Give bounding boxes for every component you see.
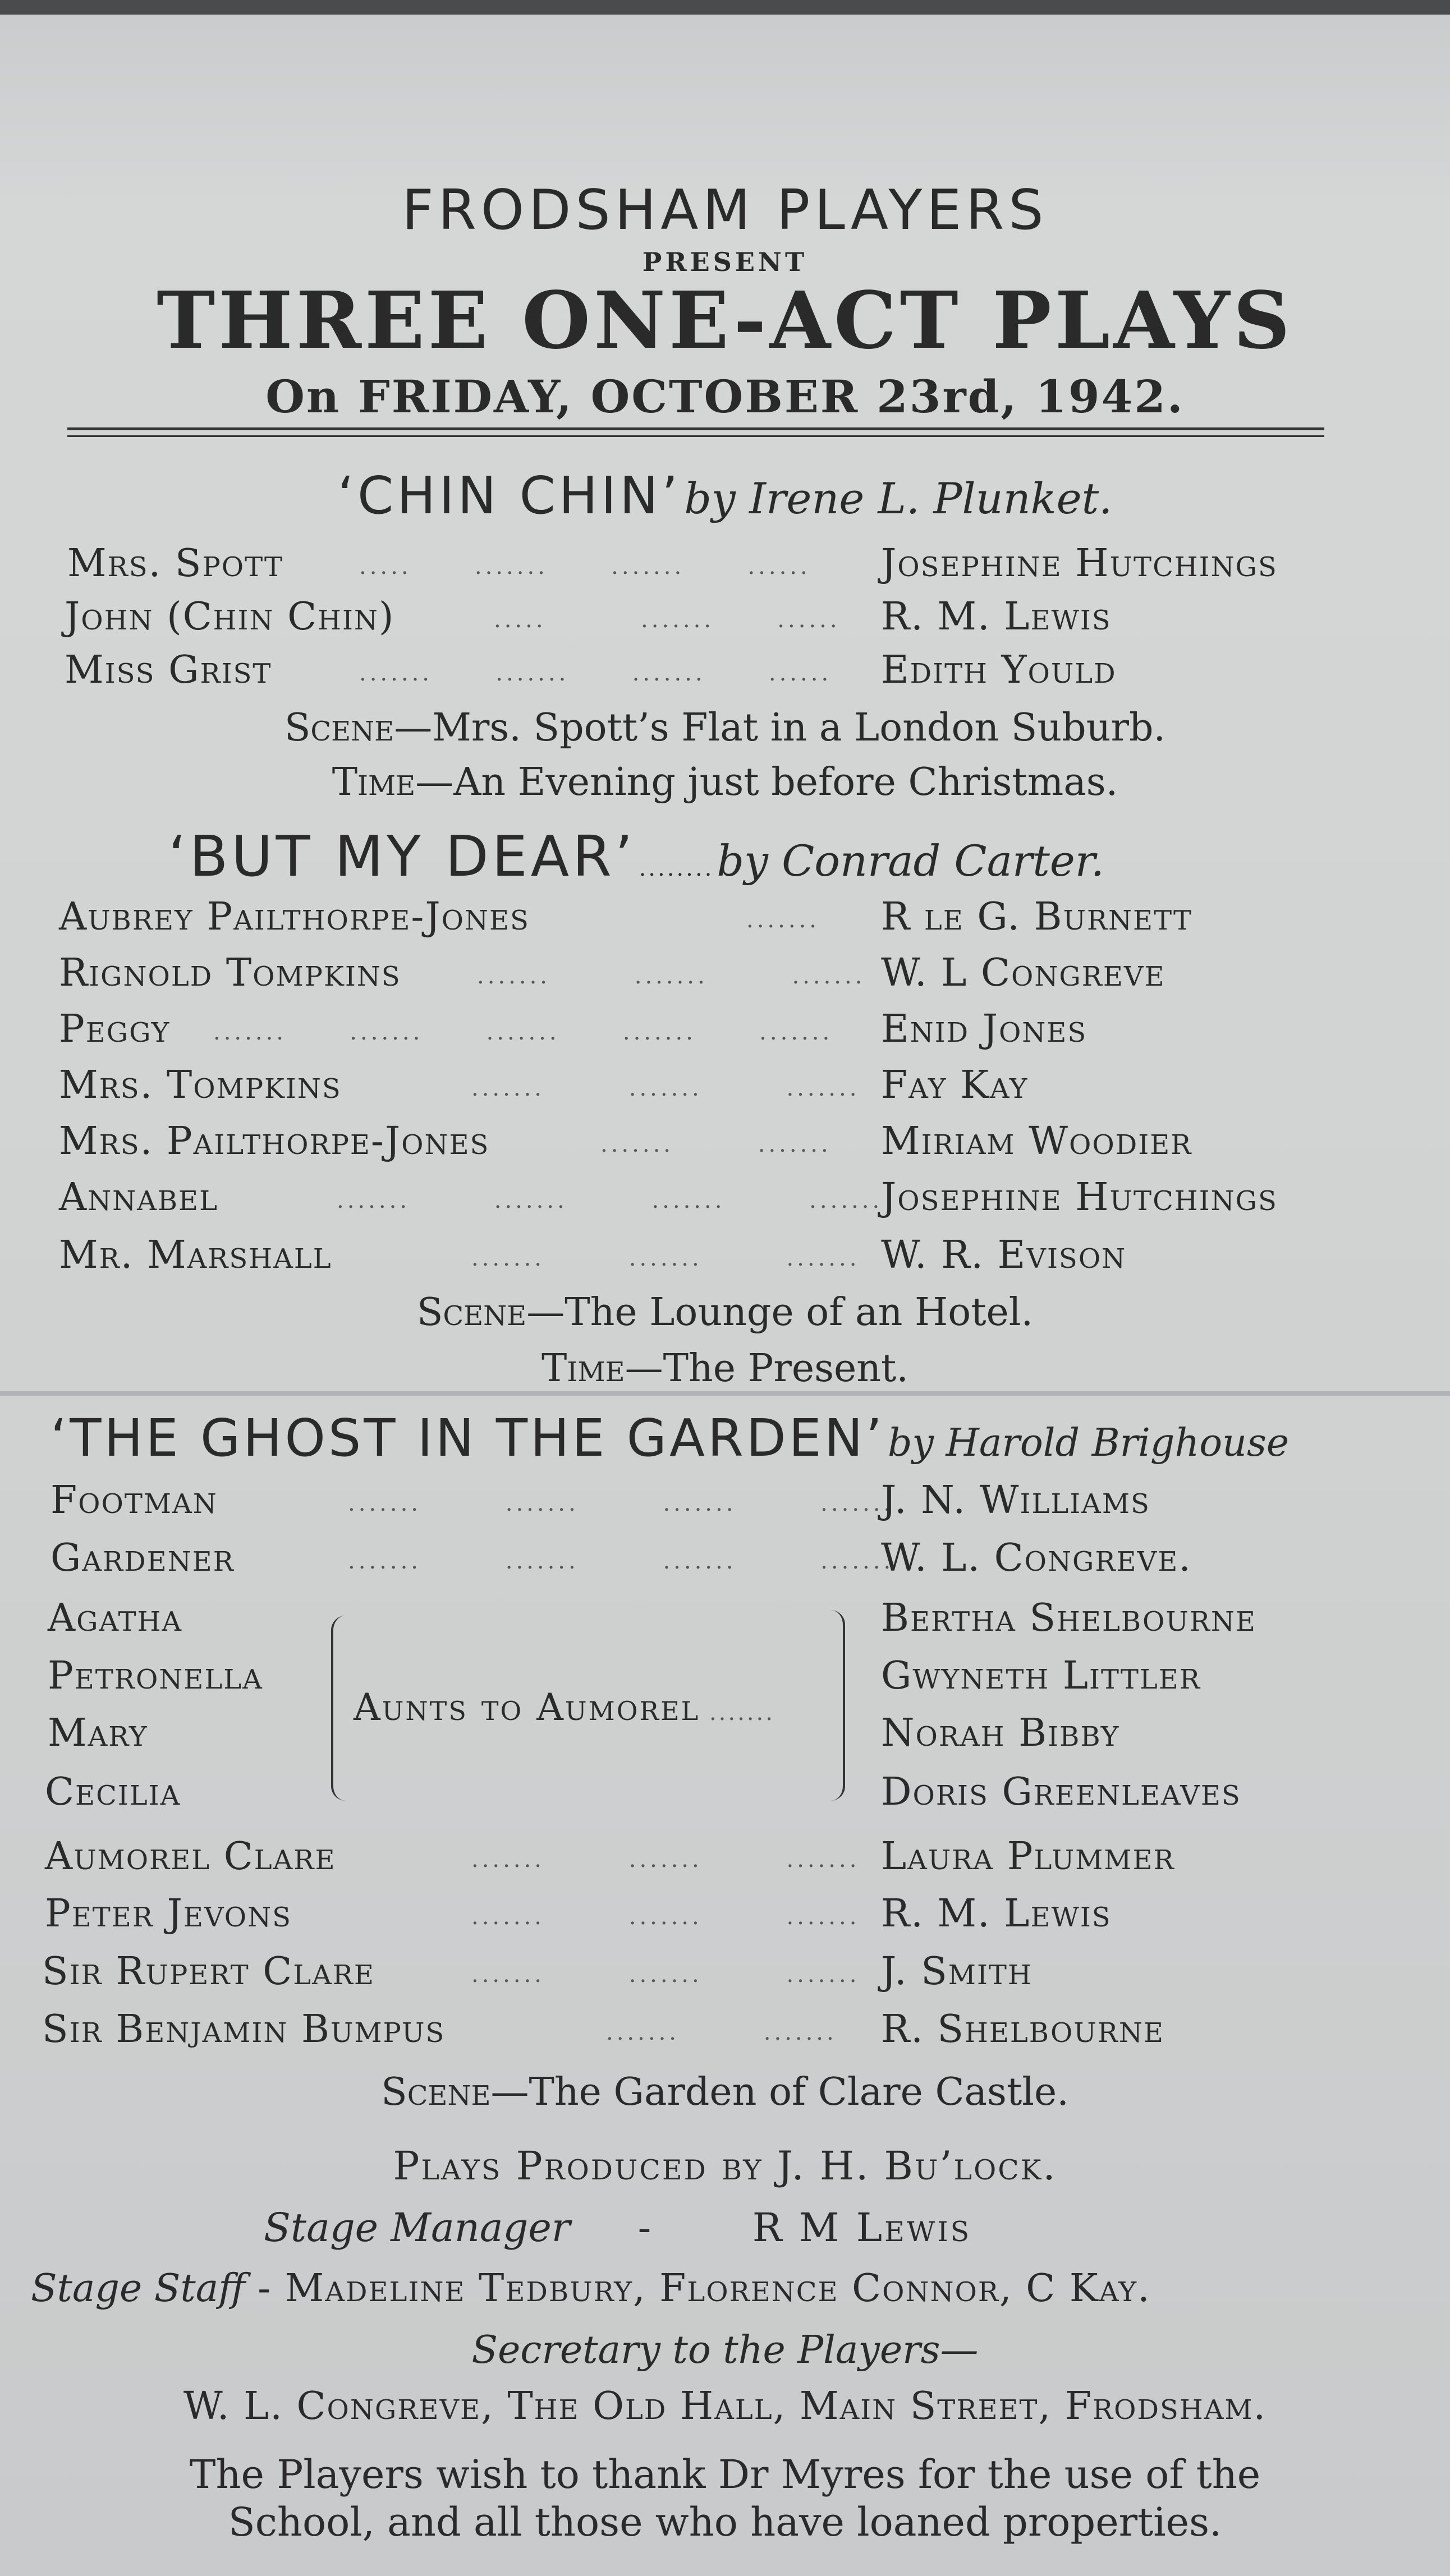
aunts-left-brace (331, 1616, 346, 1801)
aunts-right-brace (830, 1610, 845, 1801)
actor-name: J. Smith (881, 1949, 1033, 1994)
play1-title: ‘CHIN CHIN’ (337, 466, 682, 526)
play2-cast-row (0, 1233, 1450, 1284)
play2-author: by Conrad Carter. (717, 836, 1104, 886)
play2-title: ‘BUT MY DEAR’ (168, 824, 636, 889)
role-name: Mary (48, 1711, 148, 1755)
leader-dots: ....... ....... ....... ....... (348, 1548, 894, 1574)
play2-time (0, 1346, 1450, 1391)
stage-staff-label: Stage Staff (31, 2266, 246, 2311)
play1-scene (0, 706, 1450, 750)
role-name: Footman (51, 1478, 218, 1522)
leader-dots: ....... ....... ....... (477, 963, 866, 989)
secretary-label: Secretary to the Players— (471, 2328, 979, 2372)
actor-name: Doris Greenleaves (881, 1770, 1241, 1814)
role-name: Sir Rupert Clare (42, 1949, 375, 1994)
play3-author: by Harold Brighouse (887, 1421, 1290, 1465)
role-name: Mrs. Pailthorpe-Jones (59, 1119, 490, 1163)
play1-cast-row (0, 648, 1450, 698)
actor-name: R. M. Lewis (881, 595, 1112, 639)
scene-text: —The Lounge of an Hotel. (526, 1290, 1034, 1335)
actor-name: Laura Plummer (881, 1834, 1175, 1879)
stage-manager-label: Stage Manager (264, 2205, 571, 2251)
play1-cast-row (0, 541, 1450, 592)
play1-cast-row (0, 595, 1450, 645)
actor-name: W. L Congreve (881, 951, 1165, 995)
scene-label: Scene (416, 1290, 527, 1335)
role-name: Miss Grist (65, 648, 272, 692)
stage-manager-name: R M Lewis (752, 2205, 972, 2251)
play1-heading (0, 466, 1450, 526)
role-name: Mr. Marshall (59, 1233, 332, 1277)
actor-name: Edith Yould (881, 648, 1117, 692)
play1-author: by Irene L. Plunket. (684, 473, 1113, 523)
scene-text: —The Garden of Clare Castle. (490, 2070, 1069, 2114)
paper-top-edge (0, 0, 1450, 15)
play2-cast-row (0, 1007, 1450, 1057)
leader-dots: ..... ....... ...... (494, 607, 841, 633)
leader-dots: ....... ....... (600, 1131, 832, 1157)
thanks-line-2: School, and all those who have loaned properties. (228, 2499, 1222, 2545)
scene-label: Scene (381, 2070, 491, 2114)
role-name: Aubrey Pailthorpe-Jones (59, 895, 530, 939)
actor-name: W. L. Congreve. (881, 1536, 1192, 1580)
actor-name: Enid Jones (881, 1007, 1088, 1051)
role-name: Aumorel Clare (45, 1834, 336, 1879)
time-label: Time (542, 1346, 625, 1391)
scene-text: —Mrs. Spott’s Flat in a London Suburb. (394, 706, 1166, 750)
play3-heading (51, 1408, 1289, 1468)
actor-name: Norah Bibby (881, 1711, 1120, 1755)
actor-name: R. Shelbourne (881, 2007, 1164, 2051)
play3-title: ‘THE GHOST IN THE GARDEN’ (51, 1408, 885, 1468)
stage-staff-names: - Madeline Tedbury, Florence Connor, C Kay. (258, 2266, 1151, 2311)
stage-manager-dash: - (637, 2205, 651, 2251)
play3-scene (0, 2070, 1450, 2114)
play2-scene (0, 1290, 1450, 1335)
actor-name: Miriam Woodier (881, 1119, 1192, 1163)
play3-cast-row (0, 2007, 1450, 2058)
producer-credit: Plays Produced by J. H. Bu’lock. (393, 2143, 1057, 2189)
stage-staff-credit (31, 2266, 1151, 2311)
play3-cast-row (0, 1892, 1450, 1942)
play2-cast-row (0, 1063, 1450, 1114)
role-name: Agatha (48, 1596, 183, 1640)
role-name: Mrs. Spott (67, 541, 284, 586)
play2-cast-row (0, 1175, 1450, 1226)
role-name: Annabel (59, 1175, 218, 1220)
leader-dots: ....... ....... ....... (471, 1847, 860, 1873)
present-label: PRESENT (642, 247, 808, 277)
actor-name: W. R. Evison (881, 1233, 1127, 1277)
role-name: Peter Jevons (45, 1892, 292, 1936)
leader-dots: ....... ....... ....... ....... (337, 1188, 883, 1213)
actor-name: Fay Kay (881, 1063, 1029, 1107)
time-text: —An Evening just before Christmas. (415, 760, 1118, 804)
header-rule-top (67, 427, 1324, 430)
performance-date: On FRIDAY, OCTOBER 23rd, 1942. (265, 370, 1185, 423)
time-text: —The Present. (625, 1346, 908, 1391)
company-name: FRODSHAM PLAYERS (402, 178, 1048, 242)
role-name: John (Chin Chin) (65, 595, 395, 639)
play2-cast-row (0, 895, 1450, 945)
thanks-line-1: The Players wish to thank Dr Myres for the use of the (189, 2451, 1261, 2497)
leader-dots: ....... ....... ....... (471, 1962, 860, 1988)
main-title: THREE ONE-ACT PLAYS (157, 275, 1293, 367)
role-name: Peggy (59, 1007, 171, 1051)
actor-name: Bertha Shelbourne (881, 1596, 1256, 1640)
leader-dots: ....... ....... ....... ....... ....... (213, 1019, 833, 1045)
leader-dots: ....... ....... ....... (471, 1245, 860, 1271)
role-name: Mrs. Tompkins (59, 1063, 342, 1107)
aunt-row (0, 1596, 1450, 1646)
role-name: Cecilia (45, 1770, 181, 1814)
scene-label: Scene (284, 706, 394, 750)
play2-cast-row (0, 1119, 1450, 1170)
actor-name: Josephine Hutchings (881, 1175, 1278, 1220)
actor-name: Josephine Hutchings (881, 541, 1278, 586)
play1-time (0, 760, 1450, 804)
play3-cast-row (0, 1536, 1450, 1586)
actor-name: R. M. Lewis (881, 1892, 1112, 1936)
play3-cast-row (0, 1834, 1450, 1885)
role-name: Rignold Tompkins (59, 951, 401, 995)
leader-dots: ....... ....... ....... ....... (348, 1491, 894, 1516)
leader-dots: ....... (746, 907, 820, 933)
stage-manager-credit (264, 2205, 971, 2251)
actor-name: Gwyneth Littler (881, 1654, 1201, 1698)
leader-dots: ....... ....... ....... (471, 1075, 860, 1101)
actor-name: J. N. Williams (881, 1478, 1150, 1522)
secretary-address: W. L. Congreve, The Old Hall, Main Street, Frodsham. (183, 2384, 1267, 2428)
play2-heading: ‘BUT MY DEAR’ ........ by Conrad Carter. (168, 824, 1104, 889)
paper-fold (0, 1391, 1450, 1396)
aunts-label: Aunts to Aumorel ....... (354, 1686, 775, 1729)
leader-dots: ....... ....... (606, 2020, 837, 2045)
play3-cast-row (0, 1478, 1450, 1529)
leader-dots: ....... ....... ....... ...... (359, 660, 832, 686)
leader-dots: ..... ....... ....... ...... (359, 554, 811, 579)
play3-cast-row (0, 1949, 1450, 2000)
role-name: Sir Benjamin Bumpus (42, 2007, 446, 2051)
actor-name: R le G. Burnett (881, 895, 1192, 939)
aunt-row (0, 1770, 1450, 1820)
role-name: Petronella (48, 1654, 263, 1698)
leader-dots: ....... ....... ....... (471, 1904, 860, 1930)
role-name: Gardener (51, 1536, 235, 1580)
time-label: Time (332, 760, 416, 804)
header-rule-bottom (67, 435, 1324, 437)
aunts-label-text: Aunts to Aumorel (354, 1686, 700, 1729)
play2-cast-row (0, 951, 1450, 1001)
